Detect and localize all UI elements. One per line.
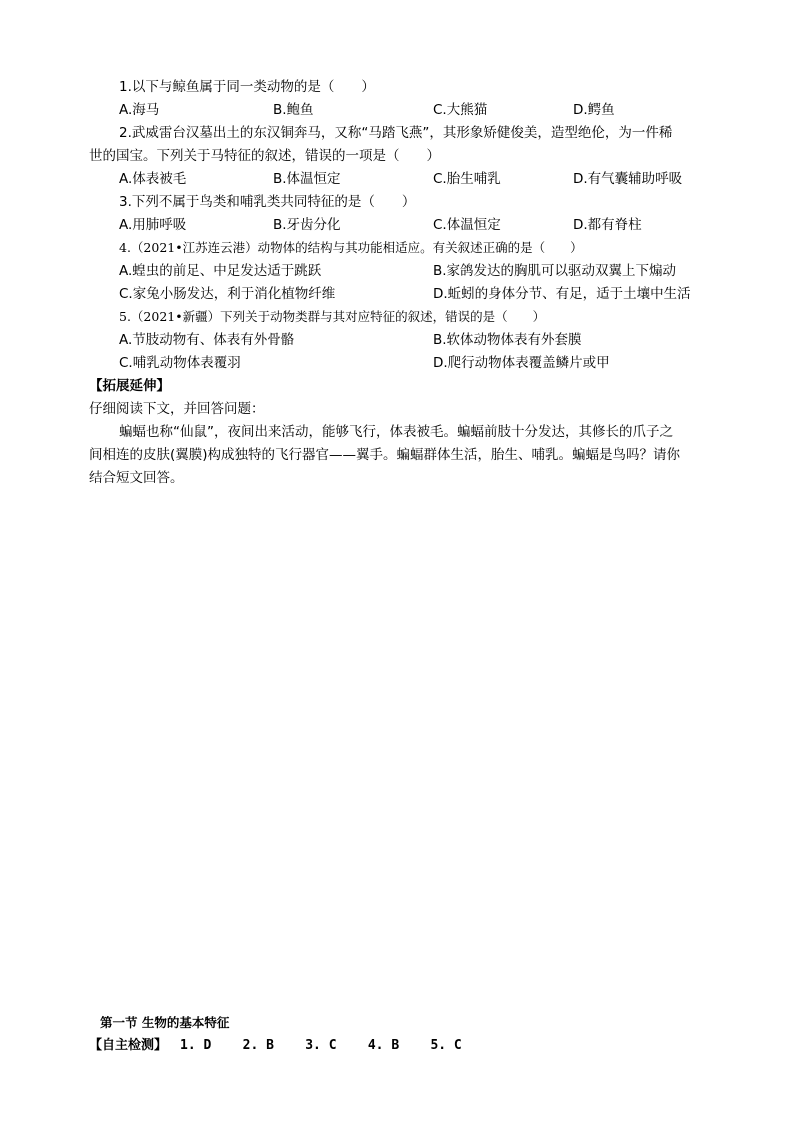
q1-option-a: A.海马 (119, 102, 160, 118)
q2-option-d: D.有气囊辅助呼吸 (573, 171, 683, 187)
q3-stem: 3.下列不属于鸟类和哺乳类共同特征的是（ ） (119, 194, 416, 210)
q4-option-b: B.家鸽发达的胸肌可以驱动双翼上下煽动 (433, 263, 677, 279)
q1-option-d: D.鳄鱼 (573, 102, 615, 118)
answer-list: 1. D 2. B 3. C 4. B 5. C (180, 1038, 462, 1053)
q4-option-d: D.蚯蚓的身体分节、有足，适于土壤中生活 (433, 286, 691, 302)
q4-stem: 4.（2021•江苏连云港）动物体的结构与其功能相适应。有关叙述正确的是（ ） (119, 240, 583, 255)
q3-option-b: B.牙齿分化 (273, 217, 341, 233)
extension-instruction: 仔细阅读下文，并回答问题： (89, 401, 265, 417)
q2-option-c: C.胎生哺乳 (433, 171, 501, 187)
q5-option-b: B.软体动物体表有外套膜 (433, 332, 582, 348)
q5-option-c: C.哺乳动物体表覆羽 (119, 355, 241, 371)
extension-heading: 【拓展延伸】 (89, 378, 170, 394)
extension-paragraph-line1: 蝙蝠也称“仙鼠”，夜间出来活动，能够飞行，体表被毛。蝙蝠前肢十分发达，其修长的爪子之 (119, 424, 673, 440)
q3-option-c: C.体温恒定 (433, 217, 501, 233)
extension-paragraph-line3: 结合短文回答。 (89, 470, 184, 486)
q5-option-a: A.节肢动物有、体表有外骨骼 (119, 332, 295, 348)
q2-stem-line1: 2.武威雷台汉墓出土的东汉铜奔马，又称“马踏飞燕”，其形象矫健俊美，造型绝伦，为一件稀 (119, 125, 673, 141)
q1-stem: 1.以下与鲸鱼属于同一类动物的是（ ） (119, 79, 375, 95)
q5-stem: 5.（2021•新疆）下列关于动物类群与其对应特征的叙述，错误的是（ ） (119, 309, 546, 324)
q2-option-a: A.体表被毛 (119, 171, 187, 187)
q5-option-d: D.爬行动物体表覆盖鳞片或甲 (433, 355, 610, 371)
q1-option-b: B.鲍鱼 (273, 102, 314, 118)
q3-option-a: A.用肺呼吸 (119, 217, 187, 233)
q4-option-a: A.蝗虫的前足、中足发达适于跳跃 (119, 263, 322, 279)
answer-section-title: 第一节 生物的基本特征 (100, 1015, 230, 1030)
q3-option-d: D.都有脊柱 (573, 217, 642, 233)
q2-stem-line2: 世的国宝。下列关于马特征的叙述，错误的一项是（ ） (89, 148, 440, 164)
q4-option-c: C.家兔小肠发达，利于消化植物纤维 (119, 286, 336, 302)
q2-option-b: B.体温恒定 (273, 171, 341, 187)
q1-option-c: C.大熊猫 (433, 102, 488, 118)
extension-paragraph-line2: 间相连的皮肤(翼膜)构成独特的飞行器官——翼手。蝙蝠群体生活，胎生、哺乳。蝙蝠是鸟吗？请你 (89, 447, 681, 463)
answer-label: 【自主检测】 (89, 1038, 168, 1053)
